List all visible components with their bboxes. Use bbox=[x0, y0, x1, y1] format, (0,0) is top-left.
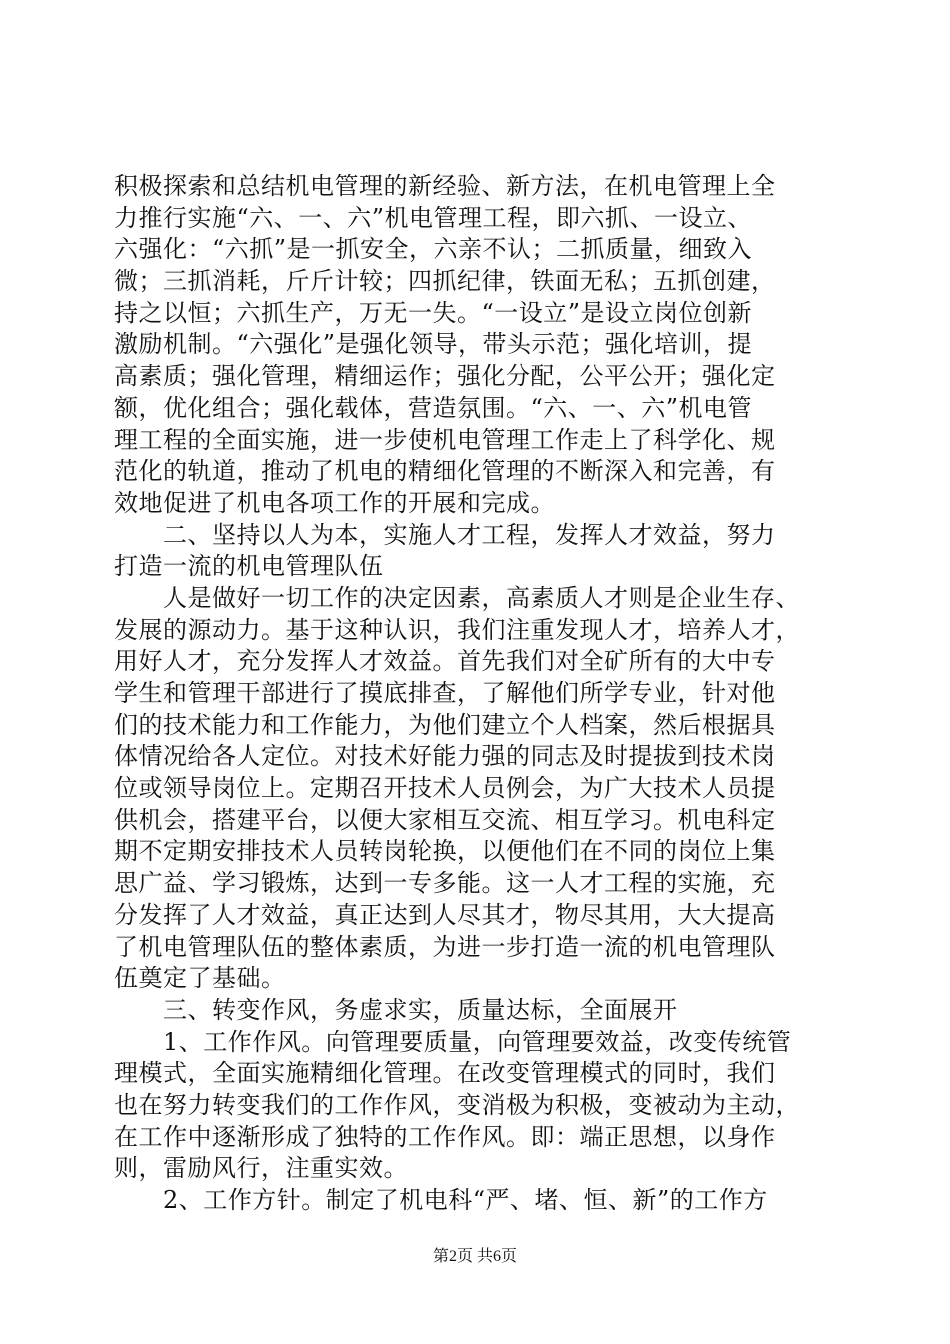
text-line: 微；三抓消耗，斤斤计较；四抓纪律，铁面无私；五抓创建， bbox=[114, 267, 776, 296]
page-number-footer: 第2页 共6页 bbox=[432, 1248, 517, 1265]
text-line: 范化的轨道，推动了机电的精细化管理的不断深入和完善，有 bbox=[114, 457, 776, 486]
text-line: 力推行实施“六、一、六”机电管理工程，即六抓、一设立、 bbox=[114, 203, 753, 232]
text-line: 们的技术能力和工作能力，为他们建立个人档案，然后根据具 bbox=[114, 710, 776, 739]
text-line: 理模式，全面实施精细化管理。在改变管理模式的同时，我们 bbox=[114, 1059, 776, 1088]
text-line: 则，雷励风行，注重实效。 bbox=[114, 1154, 408, 1183]
text-line: 持之以恒；六抓生产，万无一失。“一设立”是设立岗位创新 bbox=[114, 298, 753, 327]
text-line: 伍奠定了基础。 bbox=[114, 964, 286, 993]
section-heading: 三、转变作风，务虚求实，质量达标，全面展开 bbox=[114, 995, 678, 1024]
text-line: 激励机制。“六强化”是强化领导，带头示范；强化培训，提 bbox=[114, 330, 753, 359]
text-line: 用好人才，充分发挥人才效益。首先我们对全矿所有的大中专 bbox=[114, 647, 776, 676]
text-line: 了机电管理队伍的整体素质，为进一步打造一流的机电管理队 bbox=[114, 932, 776, 961]
section-heading: 打造一流的机电管理队伍 bbox=[114, 552, 384, 581]
text-line: 体情况给各人定位。对技术好能力强的同志及时提拔到技术岗 bbox=[114, 742, 776, 771]
text-line: 期不定期安排技术人员转岗轮换，以便他们在不同的岗位上集 bbox=[114, 837, 776, 866]
text-line: 思广益、学习锻炼，达到一专多能。这一人才工程的实施，充 bbox=[114, 869, 776, 898]
text-line: 位或领导岗位上。定期召开技术人员例会，为广大技术人员提 bbox=[114, 774, 776, 803]
text-line: 分发挥了人才效益，真正达到人尽其才，物尽其用，大大提高 bbox=[114, 900, 776, 929]
document-body bbox=[114, 171, 844, 1217]
text-line: 高素质；强化管理，精细运作；强化分配，公平公开；强化定 bbox=[114, 362, 776, 391]
text-line: 也在努力转变我们的工作作风，变消极为积极，变被动为主动， bbox=[114, 1090, 800, 1119]
text-line: 六强化：“六抓”是一抓安全，六亲不认；二抓质量，细致入 bbox=[114, 235, 753, 264]
section-heading: 二、坚持以人为本，实施人才工程，发挥人才效益，努力 bbox=[114, 520, 776, 549]
text-line: 在工作中逐渐形成了独特的工作作风。即：端正思想，以身作 bbox=[114, 1122, 776, 1151]
text-line: 1、工作作风。向管理要质量，向管理要效益，改变传统管 bbox=[114, 1027, 792, 1056]
text-line: 积极探索和总结机电管理的新经验、新方法，在机电管理上全 bbox=[114, 172, 776, 200]
text-line: 学生和管理干部进行了摸底排查，了解他们所学专业，针对他 bbox=[114, 679, 776, 707]
text-line: 理工程的全面实施，进一步使机电管理工作走上了科学化、规 bbox=[114, 425, 776, 454]
text-line: 发展的源动力。基于这种认识，我们注重发现人才，培养人才， bbox=[114, 615, 800, 644]
text-line: 效地促进了机电各项工作的开展和完成。 bbox=[114, 488, 555, 517]
text-line: 额，优化组合；强化载体，营造氛围。“六、一、六”机电管 bbox=[114, 393, 753, 422]
text-line: 供机会，搭建平台，以便大家相互交流、相互学习。机电科定 bbox=[114, 805, 776, 834]
text-line: 人是做好一切工作的决定因素，高素质人才则是企业生存、 bbox=[114, 583, 800, 612]
text-line: 2、工作方针。制定了机电科“严、堵、恒、新”的工作方 bbox=[114, 1186, 768, 1214]
